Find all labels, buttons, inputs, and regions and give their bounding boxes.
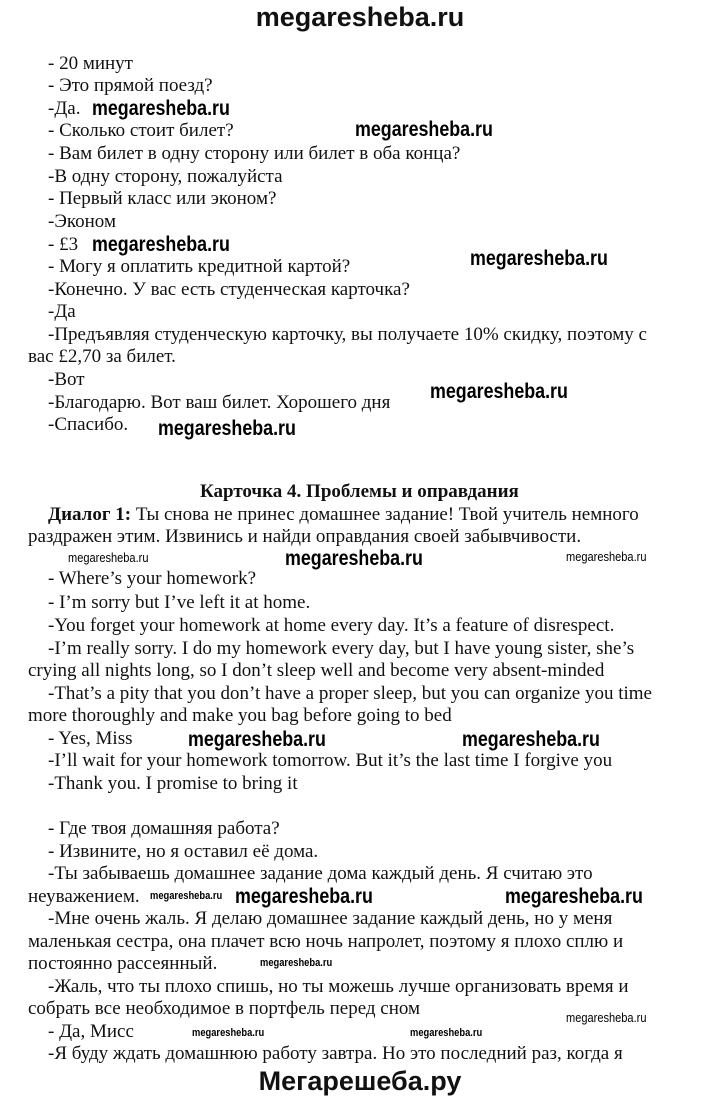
watermark: megaresheba.ru — [462, 728, 600, 751]
watermark: megaresheba.ru — [188, 728, 326, 751]
dialog-line: - £3 — [48, 233, 79, 255]
dialog-line: - Где твоя домашняя работа? — [48, 817, 280, 839]
dialog-line: -Мне очень жаль. Я делаю домашнее задание каждый день, но у меня — [48, 907, 613, 929]
watermark: megaresheba.ru — [260, 957, 333, 969]
watermark: megaresheba.ru — [92, 97, 230, 120]
watermark: megaresheba.ru — [505, 885, 643, 908]
dialog-line: постоянно рассеянный. — [28, 952, 218, 974]
dialog-line: - 20 минут — [48, 52, 133, 74]
dialog-line: -Эконом — [48, 210, 116, 232]
dialog-intro-cont: раздражен этим. Извинись и найди оправдания своей забывчивости. — [28, 526, 582, 547]
watermark: megaresheba.ru — [566, 1010, 647, 1025]
dialog-line: - I’m sorry but I’ve left it at home. — [48, 591, 311, 613]
watermark: megaresheba.ru — [470, 247, 608, 270]
watermark: megaresheba.ru — [566, 549, 647, 564]
dialog-line: маленькая сестра, она плачет всю ночь напролет, поэтому я плохо сплю и — [28, 930, 624, 952]
dialog-line: -Да — [48, 300, 76, 322]
watermark: megaresheba.ru — [92, 233, 230, 256]
dialog-line: собрать все необходимое в портфель перед сном — [28, 997, 421, 1019]
dialog-line: - Могу я оплатить кредитной картой? — [48, 255, 351, 277]
card-title: Карточка 4. Проблемы и оправдания — [200, 481, 519, 502]
dialog-line: -That’s a pity that you don’t have a proper sleep, but you can organize you time — [48, 682, 652, 704]
dialog-line: -Вот — [48, 368, 85, 390]
dialog-line: - Where’s your homework? — [48, 567, 257, 589]
dialog-intro-text: Ты снова не принес домашнее задание! Твой учитель немного — [131, 504, 639, 525]
dialog-line: -You forget your homework at home every day. It’s a feature of disrespect. — [48, 614, 615, 636]
dialog-line: - Yes, Miss — [48, 727, 133, 749]
watermark: megaresheba.ru — [150, 890, 223, 902]
dialog-line: -Ты забываешь домашнее задание дома каждый день. Я считаю это — [48, 862, 593, 884]
watermark: megaresheba.ru — [410, 1027, 483, 1039]
watermark: megaresheba.ru — [355, 118, 493, 141]
dialog-line: -I’m really sorry. I do my homework every day, but I have young sister, she’s — [48, 637, 635, 659]
watermark: megaresheba.ru — [430, 380, 568, 403]
dialog-line: -Жаль, что ты плохо спишь, но ты можешь лучше организовать время и — [48, 975, 629, 997]
dialog-line: неуважением. — [28, 885, 140, 907]
dialog-line: - Это прямой поезд? — [48, 74, 213, 96]
dialog-line: - Первый класс или эконом? — [48, 187, 277, 209]
dialog-line: -I’ll wait for your homework tomorrow. But it’s the last time I forgive you — [48, 749, 613, 771]
dialog-line: -В одну сторону, пожалуйста — [48, 165, 283, 187]
dialog-line: - Вам билет в одну сторону или билет в оба конца? — [48, 142, 461, 164]
watermark: megaresheba.ru — [192, 1027, 265, 1039]
dialog-line: -Конечно. У вас есть студенческая карточка? — [48, 278, 410, 300]
watermark: megaresheba.ru — [285, 547, 423, 570]
site-header-watermark: megaresheba.ru — [255, 2, 465, 32]
dialog-label: Диалог 1: — [48, 504, 132, 525]
dialog-line: -Thank you. I promise to bring it — [48, 772, 298, 794]
dialog-line: -Да. — [48, 97, 81, 119]
watermark: megaresheba.ru — [68, 550, 149, 565]
site-footer-watermark: Мегарешеба.ру — [258, 1066, 462, 1096]
watermark: megaresheba.ru — [158, 417, 296, 440]
dialog-line: - Сколько стоит билет? — [48, 119, 234, 141]
dialog-line: -Спасибо. — [48, 413, 129, 435]
watermark: megaresheba.ru — [235, 885, 373, 908]
dialog-line: more thoroughly and make you bag before going to bed — [28, 704, 452, 726]
dialog-line: вас £2,70 за билет. — [28, 345, 176, 367]
dialog-line: -Предъявляя студенческую карточку, вы получаете 10% скидку, поэтому с — [48, 323, 647, 345]
dialog-intro — [48, 505, 639, 524]
dialog-line: -Я буду ждать домашнюю работу завтра. Но это последний раз, когда я — [48, 1042, 623, 1064]
dialog-line: crying all nights long, so I don’t sleep well and become very absent-minded — [28, 659, 605, 681]
dialog-line: - Да, Мисс — [48, 1020, 134, 1042]
dialog-line: -Благодарю. Вот ваш билет. Хорошего дня — [48, 391, 391, 413]
dialog-line: - Извините, но я оставил её дома. — [48, 840, 319, 862]
